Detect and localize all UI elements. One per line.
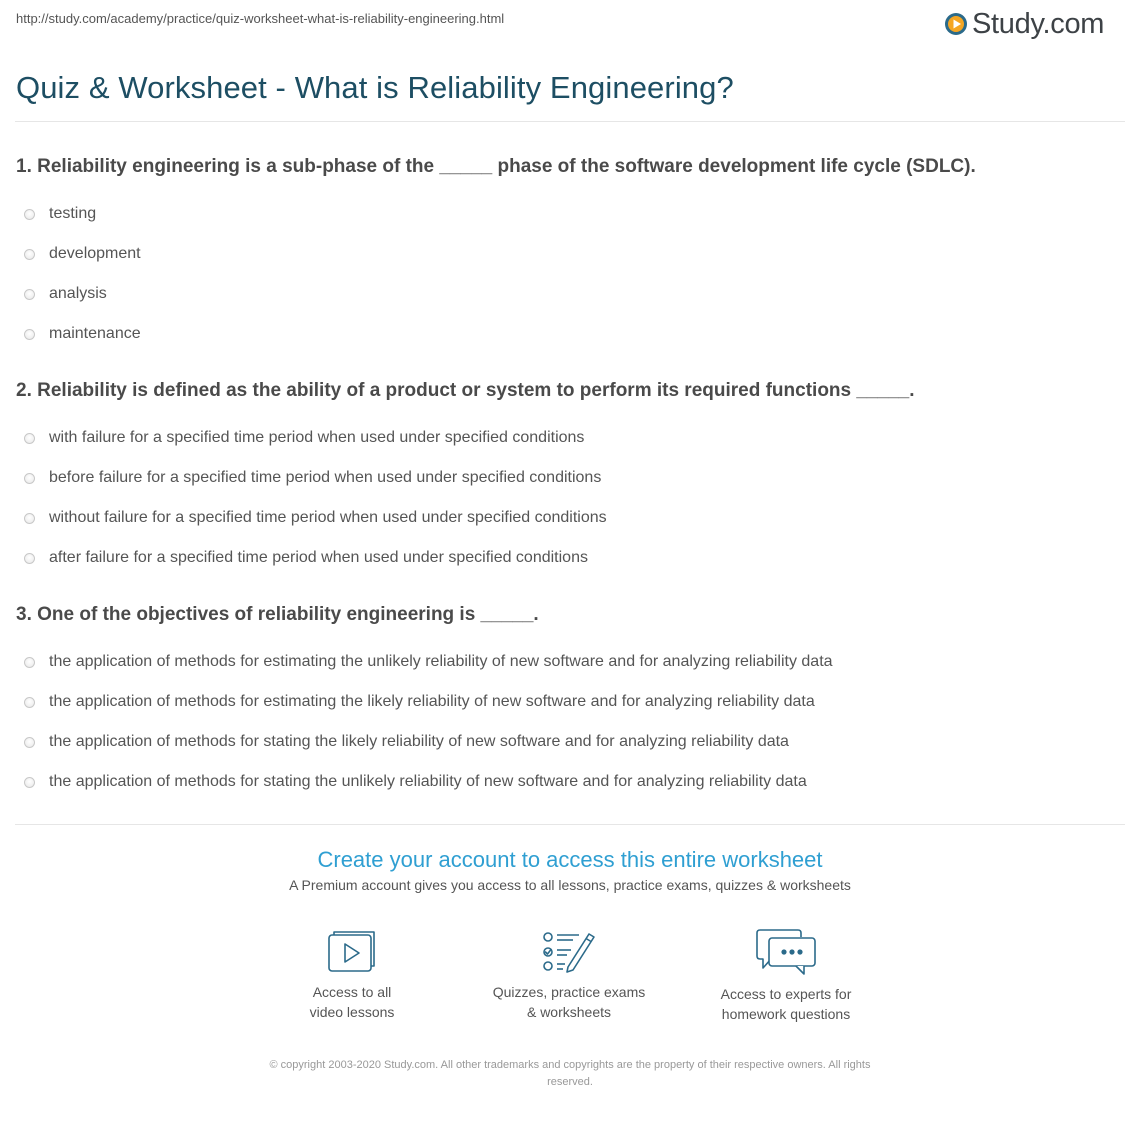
option-label: testing (49, 205, 97, 222)
option-label: before failure for a specified time period when used under specified conditions (49, 469, 602, 486)
feature-quizzes (469, 928, 669, 1022)
question-3 (16, 600, 1126, 802)
radio-button[interactable] (24, 553, 35, 564)
promo-subtitle: A Premium account gives you access to all lessons, practice exams, quizzes & worksheets (289, 877, 851, 893)
radio-button[interactable] (24, 473, 35, 484)
answer-option[interactable] (16, 314, 1126, 354)
option-label: development (49, 245, 141, 262)
video-lesson-icon (326, 928, 378, 974)
question-text: 2. Reliability is defined as the ability of a product or system to perform its required functions _____. (16, 380, 915, 401)
feature-experts (686, 928, 886, 1024)
copyright-notice (0, 1057, 1140, 1091)
question-1 (16, 152, 1126, 354)
radio-button[interactable] (24, 433, 35, 444)
option-label: the application of methods for stating the likely reliability of new software and for analyzing reliability data (49, 733, 789, 750)
feature-label-line: Access to experts for (720, 986, 852, 1002)
radio-button[interactable] (24, 209, 35, 220)
feature-label-line: homework questions (721, 1006, 851, 1022)
answer-option[interactable] (16, 722, 1126, 762)
answer-option[interactable] (16, 234, 1126, 274)
feature-label-line: Access to all (312, 984, 392, 1000)
answer-options (16, 642, 1126, 802)
radio-button[interactable] (24, 737, 35, 748)
option-label: maintenance (49, 325, 141, 342)
radio-button[interactable] (24, 697, 35, 708)
radio-button[interactable] (24, 329, 35, 340)
page-url: http://study.com/academy/practice/quiz-worksheet-what-is-reliability-engineering.html (16, 11, 505, 26)
option-label: with failure for a specified time period when used under specified conditions (49, 429, 585, 446)
play-circle-icon (944, 12, 968, 36)
answer-option[interactable] (16, 194, 1126, 234)
page-title: Quiz & Worksheet - What is Reliability Engineering? (16, 70, 734, 105)
feature-label-line: Quizzes, practice exams (492, 984, 646, 1000)
answer-option[interactable] (16, 458, 1126, 498)
question-text: 1. Reliability engineering is a sub-phase of the _____ phase of the software development life cycle (SDLC). (16, 156, 976, 177)
chat-bubbles-icon (754, 928, 818, 976)
radio-button[interactable] (24, 513, 35, 524)
answer-option[interactable] (16, 274, 1126, 314)
feature-video-lessons (252, 928, 452, 1022)
radio-button[interactable] (24, 289, 35, 300)
answer-option[interactable] (16, 418, 1126, 458)
study-logo[interactable] (944, 6, 1104, 42)
radio-button[interactable] (24, 657, 35, 668)
option-label: after failure for a specified time period when used under specified conditions (49, 549, 588, 566)
option-label: analysis (49, 285, 107, 302)
answer-option[interactable] (16, 498, 1126, 538)
answer-option[interactable] (16, 762, 1126, 802)
answer-options (16, 194, 1126, 354)
option-label: the application of methods for estimating the unlikely reliability of new software and for analyzing reliability data (49, 653, 833, 670)
answer-option[interactable] (16, 538, 1126, 578)
option-label: the application of methods for stating the unlikely reliability of new software and for analyzing reliability data (49, 773, 807, 790)
answer-option[interactable] (16, 642, 1126, 682)
radio-button[interactable] (24, 249, 35, 260)
answer-option[interactable] (16, 682, 1126, 722)
option-label: the application of methods for estimating the likely reliability of new software and for analyzing reliability data (49, 693, 815, 710)
create-account-link[interactable]: Create your account to access this entire worksheet (317, 847, 823, 872)
question-2 (16, 376, 1126, 578)
question-text: 3. One of the objectives of reliability engineering is _____. (16, 604, 539, 625)
feature-label-line: video lessons (309, 1004, 395, 1020)
quiz-checklist-icon (541, 928, 597, 974)
copyright-line: reserved. (547, 1076, 593, 1088)
feature-label-line: & worksheets (526, 1004, 612, 1020)
copyright-line: © copyright 2003-2020 Study.com. All other trademarks and copyrights are the property of their respective owners. All rights (269, 1059, 871, 1071)
divider (15, 121, 1125, 122)
divider (15, 824, 1125, 825)
radio-button[interactable] (24, 777, 35, 788)
logo-text: Study.com (972, 8, 1105, 40)
option-label: without failure for a specified time period when used under specified conditions (49, 509, 607, 526)
answer-options (16, 418, 1126, 578)
